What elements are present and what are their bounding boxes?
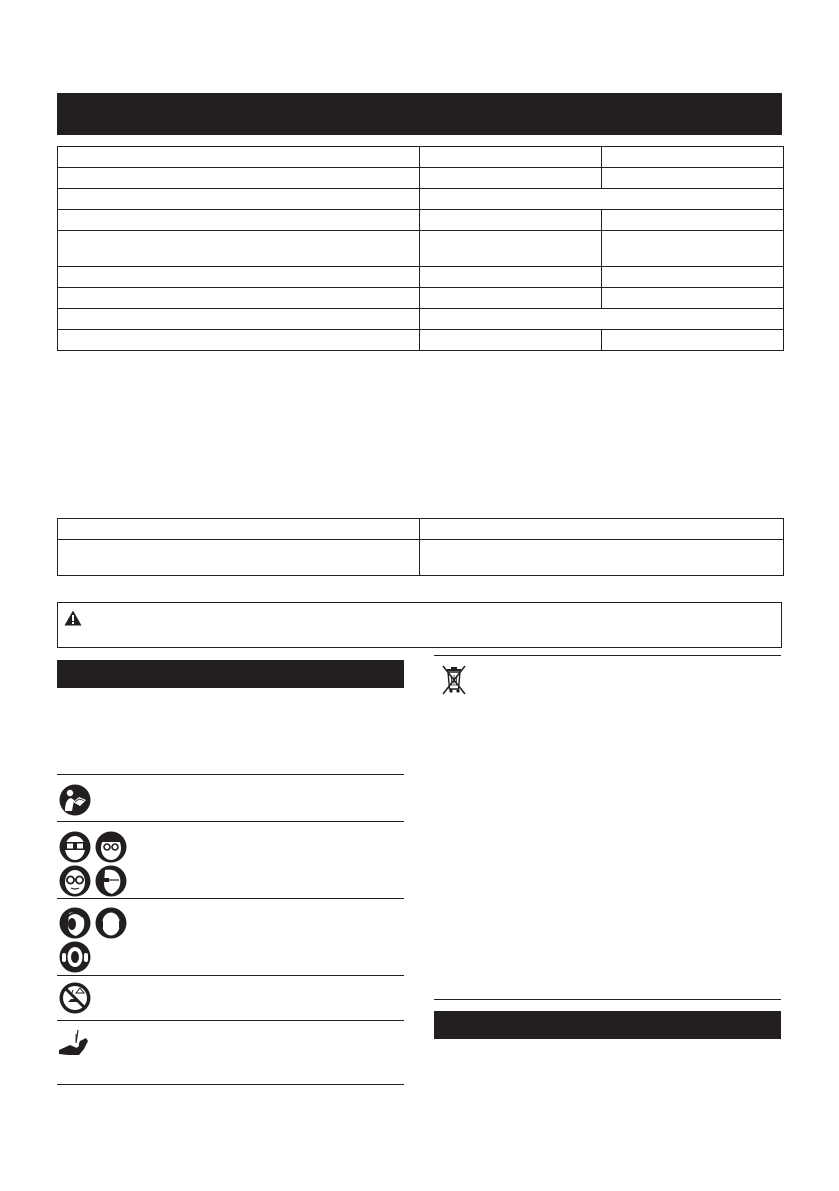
table-cell — [420, 330, 602, 351]
symbol-row — [57, 821, 404, 899]
table-cell — [58, 210, 420, 231]
table-cell — [420, 309, 784, 330]
face-shield-icon — [95, 831, 127, 863]
table-cell — [420, 231, 602, 267]
safety-glasses-icon — [59, 865, 91, 897]
symbol-row — [57, 898, 404, 976]
table-cell — [58, 309, 420, 330]
table-row — [58, 189, 784, 210]
table-cell — [420, 189, 784, 210]
table-row — [58, 519, 784, 540]
thrown-objects-hand-icon — [55, 1028, 97, 1060]
table-cell — [58, 147, 420, 168]
table-row — [58, 168, 784, 189]
table-row — [58, 231, 784, 267]
table-cell — [58, 288, 420, 309]
table-row — [58, 288, 784, 309]
table-cell — [58, 168, 420, 189]
second-table — [57, 518, 784, 576]
table-cell — [420, 147, 602, 168]
crossed-bin-icon — [441, 664, 467, 696]
table-cell — [420, 519, 784, 540]
disposal-bottom-rule — [434, 999, 781, 1000]
table-cell — [602, 288, 784, 309]
read-manual-icon — [59, 784, 91, 816]
table-cell — [602, 210, 784, 231]
table-cell — [420, 540, 784, 576]
specifications-table — [57, 146, 784, 351]
specifications-header-bar — [57, 93, 782, 135]
side-shield-glasses-icon — [95, 865, 127, 897]
symbols-header-bar — [57, 660, 404, 688]
table-cell — [58, 540, 420, 576]
ear-protection-icon — [59, 941, 91, 973]
ear-muffs-icon — [59, 907, 91, 939]
symbol-row — [57, 975, 404, 1021]
table-row — [58, 267, 784, 288]
table-cell — [602, 147, 784, 168]
table-cell — [58, 231, 420, 267]
warning-box — [57, 602, 782, 648]
table-cell — [58, 519, 420, 540]
table-cell — [602, 330, 784, 351]
table-cell — [58, 330, 420, 351]
table-cell — [58, 267, 420, 288]
table-row — [58, 540, 784, 576]
no-rain-icon — [59, 982, 91, 1014]
intended-use-header-bar — [434, 1011, 781, 1039]
symbol-row — [57, 1020, 404, 1085]
table-cell — [420, 168, 602, 189]
head-ear-muffs-icon — [95, 907, 127, 939]
table-cell — [420, 288, 602, 309]
table-cell — [602, 231, 784, 267]
table-row — [58, 210, 784, 231]
table-row — [58, 147, 784, 168]
table-cell — [58, 189, 420, 210]
disposal-top-rule — [434, 655, 781, 656]
table-row — [58, 330, 784, 351]
goggles-icon — [59, 831, 91, 863]
table-cell — [420, 210, 602, 231]
table-cell — [602, 168, 784, 189]
warning-triangle-icon — [64, 610, 82, 626]
symbol-row — [57, 774, 404, 821]
table-row — [58, 309, 784, 330]
table-cell — [420, 267, 602, 288]
table-cell — [602, 267, 784, 288]
